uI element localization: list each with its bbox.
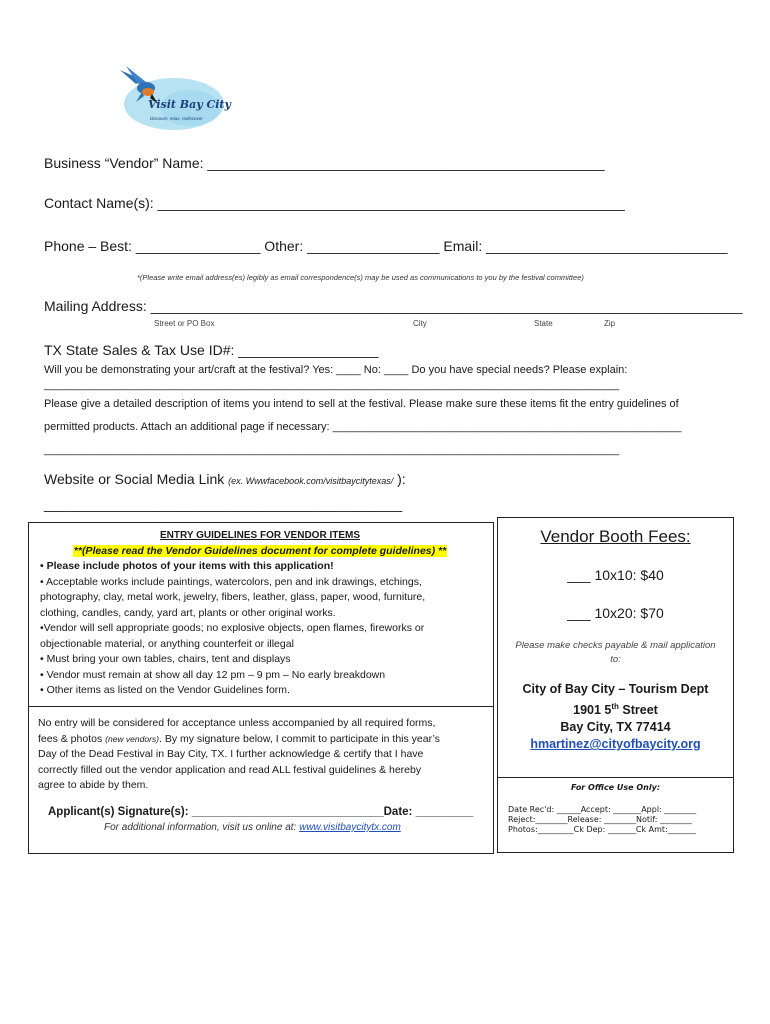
- special-needs-blank[interactable]: ______________________________________________________________________________________________: [44, 379, 620, 391]
- office-use-title: For Office Use Only:: [570, 783, 661, 792]
- mailing-address-block: [497, 681, 734, 753]
- website-blank[interactable]: ______________________________________________: [44, 496, 403, 512]
- office-row: Photos:_________Ck Dep: _______Ck Amt:_______: [508, 825, 696, 834]
- guideline-line: • Please include photos of your items with this application!: [40, 560, 334, 572]
- agreement-line: agree to abide by them.: [38, 779, 149, 791]
- guideline-line: • Acceptable works include paintings, watercolors, pen and ink drawings, etchings,: [40, 575, 422, 588]
- agreement-line: fees & photos (new vendors). By my signature below, I commit to participate in this year’s: [38, 732, 440, 745]
- fee-10x20[interactable]: ___ 10x20: $70: [567, 605, 664, 621]
- visit-bay-city-logo: [112, 64, 231, 138]
- business-name-field[interactable]: Business “Vendor” Name: ___________________________________________________: [44, 155, 605, 171]
- guideline-line: • Other items as listed on the Vendor Guidelines form.: [40, 684, 290, 696]
- org-city: Bay City, TX 77414: [560, 720, 671, 735]
- signature-date-field[interactable]: Applicant(s) Signature(s): ______________________________Date: _________: [48, 806, 474, 818]
- guideline-line: objectionable material, or anything counterfeit or illegal: [40, 637, 294, 650]
- fee-10x10[interactable]: ___ 10x10: $40: [567, 567, 664, 583]
- guidelines-title: ENTRY GUIDELINES FOR VENDOR ITEMS: [159, 530, 361, 541]
- website-field: [44, 471, 406, 487]
- guideline-line: •Vendor will sell appropriate goods; no explosive objects, open flames, fireworks or: [40, 622, 425, 634]
- demonstrating-question: Will you be demonstrating your art/craft at the festival? Yes: ____ No: ____ Do you have special needs? Please explain:: [44, 364, 628, 376]
- guideline-line: • Vendor must remain at show all day 12 pm – 9 pm – No early breakdown: [40, 668, 386, 681]
- contact-email-link[interactable]: hmartinez@cityofbaycity.org: [530, 737, 701, 752]
- guideline-line: • Must bring your own tables, chairs, tent and displays: [40, 653, 291, 665]
- address-label-city: City: [413, 319, 427, 328]
- tax-id-field[interactable]: TX State Sales & Tax Use ID#: __________________: [44, 342, 379, 358]
- logo-tagline: Discover, relax, rediscover: [150, 116, 203, 121]
- org-name: City of Bay City – Tourism Dept: [522, 682, 709, 696]
- agreement-line: No entry will be considered for acceptance unless accompanied by all required forms,: [38, 717, 436, 729]
- agreement-line: correctly filled out the vendor application and read ALL festival guidelines & hereby: [38, 763, 422, 776]
- email-note: *(Please write email address(es) legibly as email correspondence(s) may be used as communications to you by the festival committee): [137, 273, 584, 282]
- org-street: 1901 5th Street: [573, 702, 658, 718]
- guidelines-note: **(Please read the Vendor Guidelines document for complete guidelines) **: [73, 544, 447, 557]
- description-prompt-1: Please give a detailed description of items you intend to sell at the festival. Please make sure these items fit the entry guidelines of: [44, 398, 679, 410]
- description-blank[interactable]: ______________________________________________________________________________________________: [44, 444, 620, 456]
- guideline-line: photography, clay, metal work, jewelry, fibers, leather, glass, paper, wood, furniture,: [40, 591, 426, 603]
- mailing-address-field[interactable]: Mailing Address: ____________________________________________________________________________: [44, 298, 743, 314]
- website-example: (ex. Wwwfacebook.com/visitbaycitytexas/: [228, 476, 394, 486]
- logo-brand-text: Visit Bay City: [148, 98, 231, 111]
- additional-info: For additional information, visit us online at: www.visitbaycitytx.com: [104, 822, 401, 833]
- checks-note: Please make checks payable & mail application to:: [515, 640, 716, 665]
- address-label-state: State: [534, 319, 553, 328]
- address-label-street: Street or PO Box: [154, 319, 215, 328]
- website-link[interactable]: www.visitbaycitytx.com: [299, 822, 401, 833]
- guideline-line: clothing, candles, candy, yard art, plants or other original works.: [40, 606, 336, 619]
- fees-title: Vendor Booth Fees:: [540, 527, 691, 546]
- entry-guidelines: [40, 528, 480, 699]
- description-prompt-2[interactable]: permitted products. Attach an additional page if necessary: _________________________________________________________: [44, 421, 682, 433]
- contact-names-field[interactable]: Contact Name(s): ____________________________________________________________: [44, 195, 625, 211]
- agreement-text: [38, 716, 482, 794]
- office-row: Reject:________Release: ________Notif: ________: [508, 815, 692, 824]
- agreement-line: Day of the Dead Festival in Bay City, TX. I further acknowledge & certify that I have: [38, 748, 424, 760]
- office-row: Date Rec'd: ______Accept: _______Appl: ________: [508, 805, 697, 814]
- website-label: Website or Social Media Link: [44, 471, 225, 487]
- address-label-zip: Zip: [604, 319, 616, 328]
- phone-email-field[interactable]: Phone – Best: ________________ Other: _________________ Email: _______________________________: [44, 238, 728, 254]
- agreement-divider: [28, 706, 493, 707]
- website-close: ):: [397, 471, 406, 487]
